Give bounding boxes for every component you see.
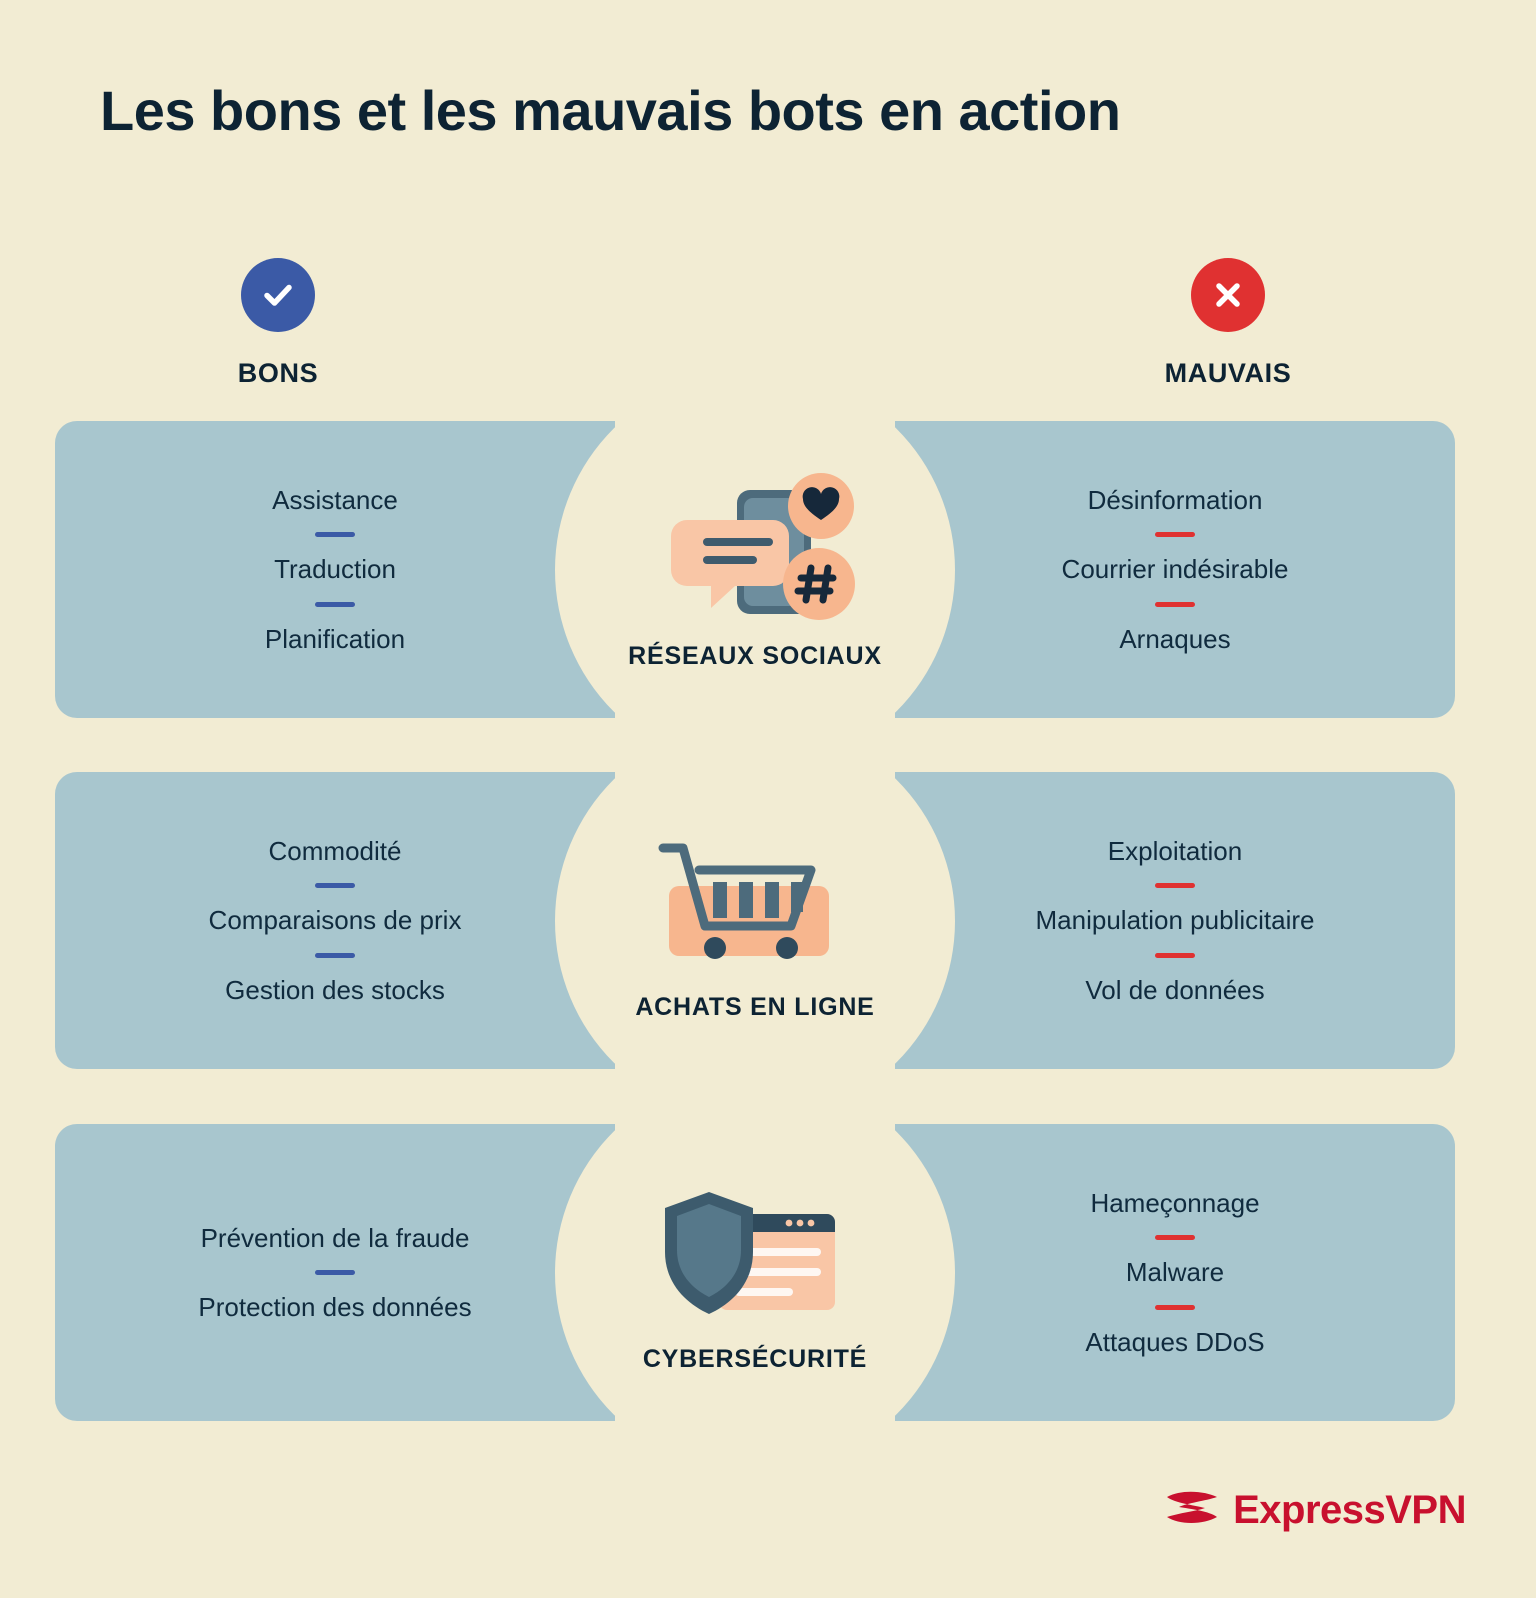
column-label-good: BONS (237, 358, 319, 388)
list-item: Protection des données (198, 1292, 472, 1322)
bad-panel (895, 421, 1455, 718)
list-item: Prévention de la fraude (200, 1222, 470, 1253)
social-media-icon (625, 468, 885, 638)
list-item: Malware (1125, 1257, 1225, 1288)
category-center (555, 1073, 955, 1473)
good-panel (55, 421, 615, 718)
expressvpn-mark-icon (1161, 1483, 1223, 1538)
divider (1155, 953, 1195, 958)
divider (1155, 532, 1195, 537)
divider (1155, 1305, 1195, 1310)
list-item: Courrier indésirable (1061, 554, 1289, 585)
category-center (555, 721, 955, 1121)
list-item: Traduction (274, 554, 396, 585)
bad-panel (895, 772, 1455, 1069)
comparison-row (55, 1124, 1455, 1421)
divider (315, 953, 355, 958)
expressvpn-wordmark: ExpressVPN (1233, 1488, 1466, 1532)
check-icon (241, 258, 315, 332)
category-label: CYBERSÉCURITÉ (642, 1345, 868, 1373)
category-label: RÉSEAUX SOCIAUX (628, 642, 882, 670)
divider (315, 1270, 355, 1275)
good-panel (55, 1124, 615, 1421)
page-title: Les bons et les mauvais bots en action (100, 79, 1121, 142)
list-item: Planification (264, 623, 406, 654)
shopping-cart-icon (635, 819, 875, 989)
cross-icon (1191, 258, 1265, 332)
divider (1155, 1235, 1195, 1240)
comparison-row (55, 772, 1455, 1069)
list-item: Comparaisons de prix (208, 905, 462, 936)
column-header-good (128, 258, 428, 389)
shield-browser-icon (635, 1171, 875, 1341)
list-item: Assistance (272, 484, 398, 515)
divider (315, 883, 355, 888)
category-label: ACHATS EN LIGNE (635, 993, 875, 1021)
list-item: Gestion des stocks (225, 974, 445, 1005)
bad-panel (895, 1124, 1455, 1421)
expressvpn-logo (1161, 1483, 1466, 1538)
comparison-row (55, 421, 1455, 718)
list-item: Désinformation (1087, 484, 1263, 515)
divider (1155, 883, 1195, 888)
column-header-bad (1078, 258, 1378, 389)
list-item: Hameçonnage (1090, 1187, 1260, 1218)
category-center (555, 370, 955, 770)
good-panel (55, 772, 615, 1069)
divider (315, 532, 355, 537)
list-item: Vol de données (1085, 974, 1265, 1005)
list-item: Manipulation publicitaire (1035, 905, 1315, 936)
divider (1155, 602, 1195, 607)
list-item: Exploitation (1107, 835, 1243, 866)
list-item: Attaques DDoS (1085, 1326, 1265, 1357)
list-item: Arnaques (1119, 623, 1231, 654)
column-label-bad: MAUVAIS (1164, 358, 1292, 388)
divider (315, 602, 355, 607)
list-item: Commodité (268, 835, 402, 866)
